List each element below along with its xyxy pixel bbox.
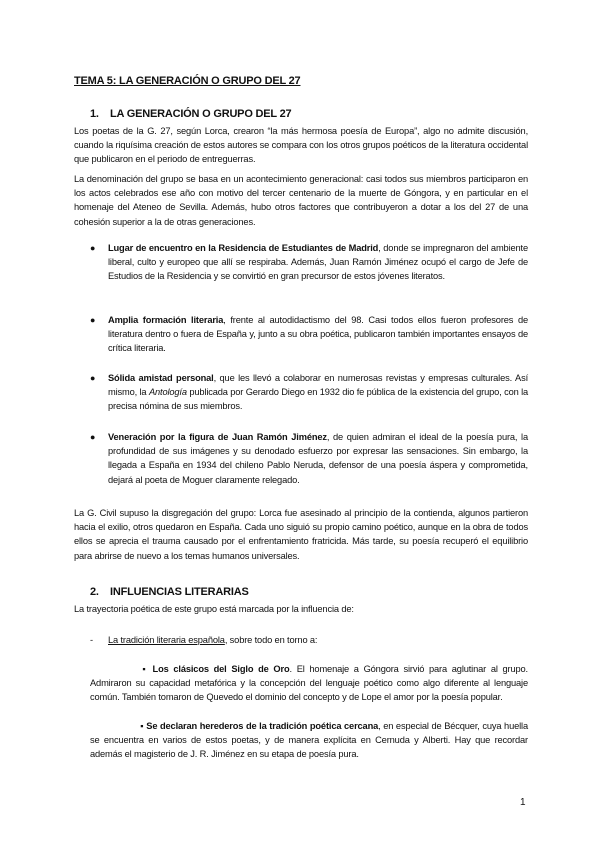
bullet-item-amistad — [90, 371, 529, 414]
sub-bullet-dot-icon: ▪ — [140, 664, 153, 674]
sub-bullet-bold-text: Los clásicos del Siglo de Oro — [152, 664, 290, 674]
bullet-text: , donde se impregnaron del ambiente liberal, culto y europeo que allí se respiraba. Además, Juan Ramón Jiménez ocupó el cargo de Jefe de Estudios de la Residencia y se convirtió en gran precursor de estos jóvenes literatos. — [108, 243, 528, 282]
section-1-heading — [90, 108, 291, 120]
bullet-dot-icon: ● — [90, 373, 96, 383]
section-1-title: LA GENERACIÓN O GRUPO DEL 27 — [110, 108, 292, 120]
bullet-text-after: publicada por Gerardo Diego en 1932 dio fe pública de la existencia del grupo, con la precisa nómina de sus miembros. — [108, 387, 529, 412]
sub-bullet-dot-icon: ▪ — [140, 721, 147, 731]
dash-item-underlined: La tradición literaria española — [108, 635, 225, 645]
bullet-text: , de quien admiran el ideal de la poesía pura, la profundidad de sus imágenes y su denodado esfuerzo por expresar las sensaciones. Sin embargo, la llegada a España en 1934 del chileno Pablo Neruda, defensor de una poesía áspera y comprometida, dejará al poeta de Moguer claramente relegado. — [108, 432, 528, 485]
bullet-item-veneracion — [90, 430, 528, 487]
section-1-intro-paragraph-1: Los poetas de la G. 27, según Lorca, crearon “la más hermosa poesía de Europa”, algo no admite discusión, cuando la riquísima creación de estos autores se compara con los otros grupos poéticos de la literatura occidental que publicaron en el periodo de entreguerras. — [74, 126, 528, 165]
bullet-bold-text: Lugar de encuentro en la Residencia de Estudiantes de Madrid — [108, 243, 379, 253]
bullet-bold-text: Amplia formación literaria — [108, 315, 224, 325]
section-2-number: 2. — [90, 586, 99, 598]
section-2-title: INFLUENCIAS LITERARIAS — [110, 586, 249, 598]
bullet-dot-icon: ● — [90, 432, 96, 442]
bullet-bold-text: Veneración por la figura de Juan Ramón Jiménez — [108, 432, 327, 442]
sub-bullet-text: . El homenaje a Góngora sirvió para aglutinar al grupo. Admiraron su capacidad metafórica y la concepción del lenguaje poético como algo diferente al lenguaje común. También tomaron de Quevedo el dominio del concepto y de Lope el amor por la poesía popular. — [90, 664, 528, 703]
bullet-item-residencia — [90, 241, 528, 284]
bullet-dot-icon: ● — [90, 243, 96, 253]
bullet-italic-text: Antología — [148, 387, 187, 398]
dash-item-text: , sobre todo en torno a: — [224, 635, 318, 645]
bullet-bold-text: Sólida amistad personal — [108, 373, 214, 383]
document-title: TEMA 5: LA GENERACIÓN O GRUPO DEL 27 — [74, 75, 301, 87]
section-2-intro: La trayectoria poética de este grupo está marcada por la influencia de: — [74, 604, 354, 614]
section-1-intro-paragraph-2: La denominación del grupo se basa en un acontecimiento generacional: casi todos sus miembros participaron en los actos celebrados ese año con motivo del tercer centenario de la muerte de Góngora, y en particular en el homenaje del Ateneo de Sevilla. Además, hubo otros factores que contribuyeron a dotar a los del 27 de una cohesión superior a la de otras generaciones. — [74, 174, 528, 227]
section-2-heading — [90, 586, 249, 598]
page-number: 1 — [520, 797, 526, 808]
section-1-number: 1. — [90, 108, 99, 120]
sub-bullet-text: , en especial de Bécquer, cuya huella se encuentra en varios de estos poetas, y de manera explícita en Cernuda y Alberti. Hay que recordar además el magisterio de J. R. Jiménez en su etapa de poesía pura. — [90, 721, 528, 760]
section-1-closing-paragraph: La G. Civil supuso la disgregación del grupo: Lorca fue asesinado al principio de la contienda, algunos partieron hacia el exilio, otros quedaron en España. Cada uno siguió su propio camino poético, aunque en la obra de todos ellos se aprecia el trauma causado por el enfrentamiento fratricida. Más tarde, su poesía recuperó el equilibrio para abrirse de nuevo a los temas humanos universales. — [74, 508, 528, 561]
bullet-item-formacion — [90, 313, 528, 356]
bullet-dot-icon: ● — [90, 315, 96, 325]
bullet-text: , frente al autodidactismo del 98. Casi todos ellos fueron profesores de literatura dentro o fuera de España y, junto a su obra poética, publicaron también importantes ensayos de crítica literaria. — [108, 315, 528, 354]
sub-bullet-clasicos — [90, 662, 528, 705]
sub-bullet-herederos — [90, 719, 528, 762]
bullet-text-before: , que les llevó a colaborar en numerosas revistas y empresas culturales. Así mismo, la — [108, 373, 528, 398]
dash-marker: - — [90, 635, 93, 645]
sub-bullet-bold-text: Se declaran herederos de la tradición poética cercana — [146, 721, 379, 731]
dash-item-tradicion — [90, 633, 528, 647]
